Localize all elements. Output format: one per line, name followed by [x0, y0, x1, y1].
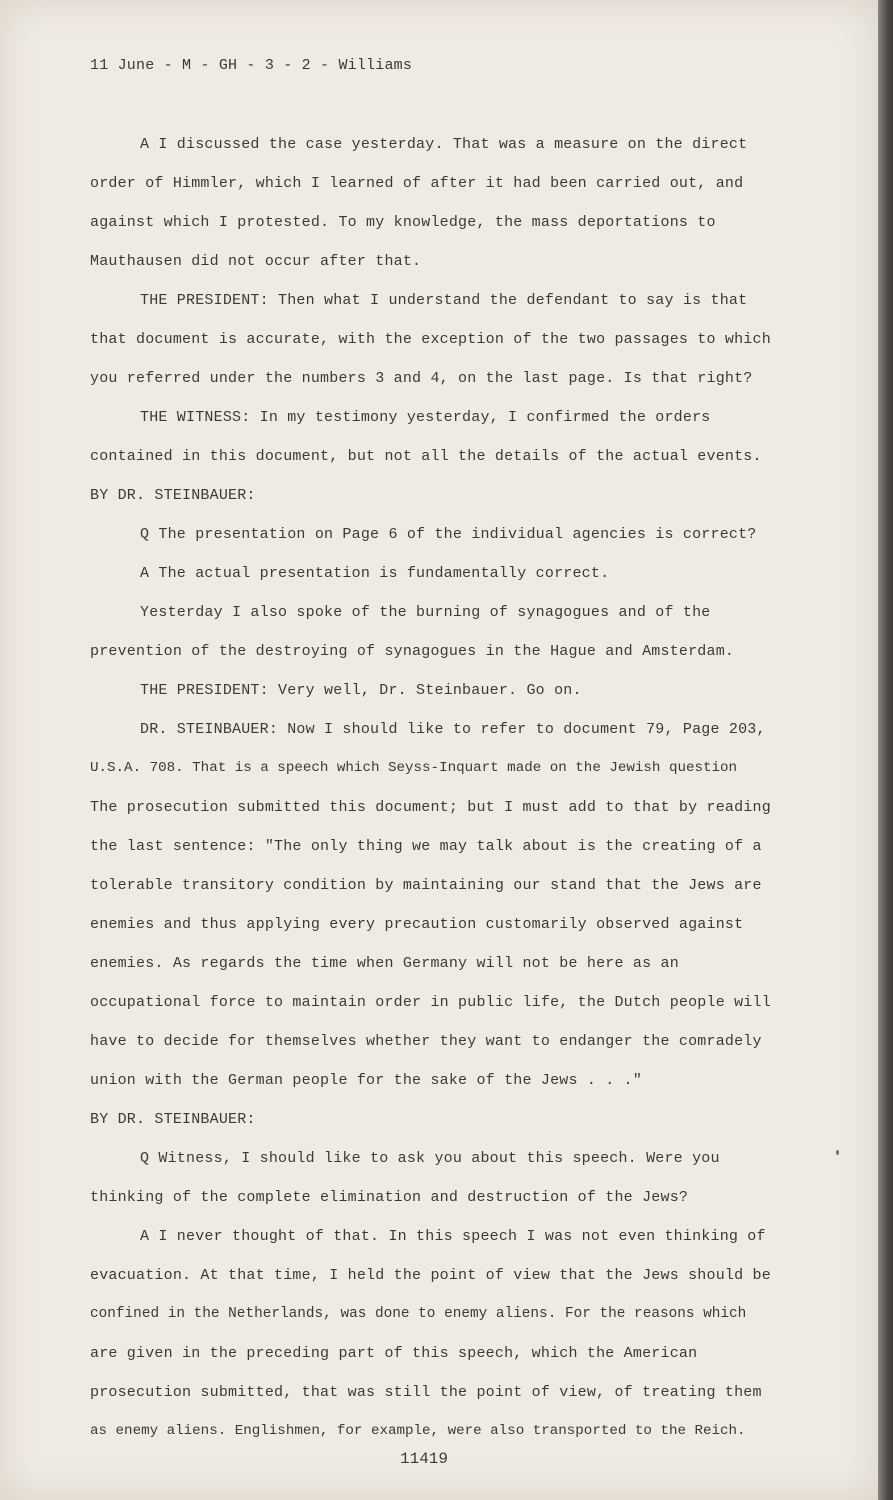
- text-line: BY DR. STEINBAUER:: [90, 1111, 256, 1128]
- text-line: The prosecution submitted this document; but I must add to that by reading: [90, 799, 771, 816]
- text-line: you referred under the numbers 3 and 4, on the last page. Is that right?: [90, 370, 753, 387]
- text-line: evacuation. At that time, I held the point of view that the Jews should be: [90, 1267, 771, 1284]
- text-line: union with the German people for the sake of the Jews . . .": [90, 1072, 643, 1089]
- page-number: 11419: [400, 1450, 449, 1468]
- text-line: THE PRESIDENT: Very well, Dr. Steinbauer. Go on.: [140, 682, 582, 699]
- text-line: A The actual presentation is fundamentally correct.: [140, 565, 610, 582]
- scan-edge: [878, 0, 893, 1500]
- text-line: U.S.A. 708. That is a speech which Seyss-Inquart made on the Jewish question: [90, 760, 738, 776]
- text-line: thinking of the complete elimination and destruction of the Jews?: [90, 1189, 689, 1206]
- text-line: the last sentence: "The only thing we may talk about is the creating of a: [90, 838, 762, 855]
- page-header: 11 June - M - GH - 3 - 2 - Williams: [90, 57, 413, 74]
- text-line: prevention of the destroying of synagogues in the Hague and Amsterdam.: [90, 643, 735, 660]
- text-line: that document is accurate, with the exception of the two passages to which: [90, 331, 771, 348]
- text-line: against which I protested. To my knowledge, the mass deportations to: [90, 214, 716, 231]
- text-line: Q The presentation on Page 6 of the individual agencies is correct?: [140, 526, 757, 543]
- text-line: enemies. As regards the time when Germany will not be here as an: [90, 955, 679, 972]
- text-line: Q Witness, I should like to ask you about this speech. Were you: [140, 1150, 720, 1167]
- text-line: Mauthausen did not occur after that.: [90, 253, 422, 270]
- text-line: prosecution submitted, that was still the point of view, of treating them: [90, 1384, 762, 1401]
- text-line: DR. STEINBAUER: Now I should like to refer to document 79, Page 203,: [140, 721, 766, 738]
- text-line: confined in the Netherlands, was done to enemy aliens. For the reasons which: [90, 1306, 747, 1322]
- text-line: THE PRESIDENT: Then what I understand the defendant to say is that: [140, 292, 748, 309]
- text-line: occupational force to maintain order in public life, the Dutch people will: [90, 994, 771, 1011]
- text-line: contained in this document, but not all the details of the actual events.: [90, 448, 762, 465]
- text-line: order of Himmler, which I learned of after it had been carried out, and: [90, 175, 744, 192]
- text-line: tolerable transitory condition by maintaining our stand that the Jews are: [90, 877, 762, 894]
- text-line: have to decide for themselves whether they want to endanger the comradely: [90, 1033, 762, 1050]
- text-line: as enemy aliens. Englishmen, for example, were also transported to the Reich.: [90, 1423, 746, 1439]
- text-line: are given in the preceding part of this speech, which the American: [90, 1345, 698, 1362]
- text-line: BY DR. STEINBAUER:: [90, 487, 256, 504]
- text-line: Yesterday I also spoke of the burning of synagogues and of the: [140, 604, 711, 621]
- text-line: enemies and thus applying every precaution customarily observed against: [90, 916, 744, 933]
- text-line: A I discussed the case yesterday. That was a measure on the direct: [140, 136, 748, 153]
- text-line: THE WITNESS: In my testimony yesterday, I confirmed the orders: [140, 409, 711, 426]
- paper-speck: [836, 1150, 839, 1155]
- text-line: A I never thought of that. In this speech I was not even thinking of: [140, 1228, 766, 1245]
